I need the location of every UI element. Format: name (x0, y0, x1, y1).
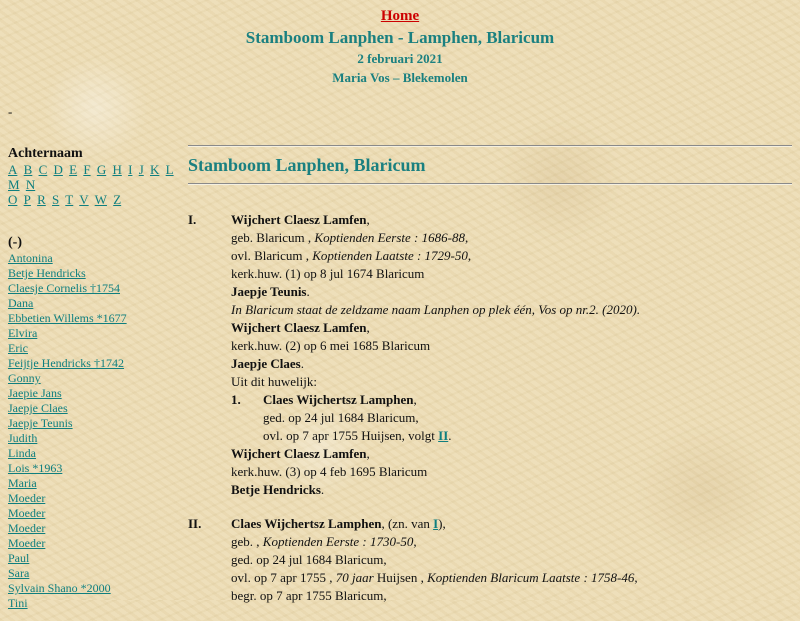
entry-ii: II. Claes Wijchertsz Lamphen, (zn. van I), geb. , Koptienden Eerste : 1730-50, ged. op 24 jul 1684 Blaricum, ovl. op 7 apr 1755 , 70 jaar Huijsen , Koptienden Blaricum Laatste : 1758-46, begr. op 7 apr 1755 Blaricum, (188, 515, 792, 605)
letter-link-b[interactable]: B (23, 162, 33, 177)
letter-link-v[interactable]: V (79, 192, 89, 207)
letter-link-k[interactable]: K (150, 162, 160, 177)
name-link[interactable]: Dana (8, 296, 34, 310)
children-intro: Uit dit huwelijk: (231, 374, 317, 389)
person-name: Wijchert Claesz Lamfen (231, 212, 367, 227)
baptism: ged. op 24 jul 1684 Blaricum, (231, 552, 387, 567)
marriage-2: kerk.huw. (2) op 6 mei 1685 Blaricum (231, 338, 431, 353)
person-name-repeat-2: Wijchert Claesz Lamfen (231, 446, 367, 461)
death-place: Huijsen , (373, 570, 428, 585)
site-title: Stamboom Lanphen - Lamphen, Blaricum (245, 28, 555, 47)
child-number: 1. (231, 392, 241, 407)
name-link[interactable]: Moeder (8, 521, 46, 535)
letter-link-d[interactable]: D (53, 162, 63, 177)
person-name-repeat: Wijchert Claesz Lamfen (231, 320, 367, 335)
letter-link-n[interactable]: N (25, 177, 36, 192)
name-link[interactable]: Sara (8, 566, 30, 580)
name-link[interactable]: Jaepje Teunis (8, 416, 73, 430)
person-name: Claes Wijchertsz Lamphen (231, 516, 382, 531)
name-link[interactable]: Claesje Cornelis †1754 (8, 281, 120, 295)
letter-row-1 (8, 162, 178, 192)
letter-link-o[interactable]: O (8, 192, 18, 207)
parent-link[interactable]: I (433, 516, 439, 531)
top-rule (188, 145, 792, 147)
name-link[interactable]: Sylvain Shano *2000 (8, 581, 111, 595)
letter-link-c[interactable]: C (38, 162, 48, 177)
birth-source: Koptienden Eerste : 1730-50 (262, 534, 414, 549)
home-link[interactable]: Home (380, 8, 420, 24)
child-item: 1. Claes Wijchertsz Lamphen, ged. op 24 jul 1684 Blaricum, ovl. op 7 apr 1755 Huijsen, volgt II. (231, 391, 792, 445)
death-place: ovl. Blaricum , (231, 248, 313, 263)
death-age: 70 jaar (335, 570, 374, 585)
name-link[interactable]: Judith (8, 431, 38, 445)
entry-number: I. (188, 212, 197, 227)
letter-link-f[interactable]: F (83, 162, 91, 177)
entry-number: II. (188, 516, 202, 531)
letter-link-e[interactable]: E (69, 162, 78, 177)
letter-link-i[interactable]: I (128, 162, 133, 177)
letter-link-l[interactable]: L (165, 162, 174, 177)
name-link[interactable]: Paul (8, 551, 30, 565)
name-link[interactable]: Jaepje Claes (8, 401, 68, 415)
separator-dash: - (8, 104, 13, 119)
surname-heading: Achternaam (8, 146, 83, 161)
name-link[interactable]: Jaepie Jans (8, 386, 62, 400)
letter-link-h[interactable]: H (112, 162, 122, 177)
names-heading: (-) (8, 235, 22, 250)
note: In Blaricum staat de zeldzame naam Lanphen op plek één, Vos op nr.2. (2020). (231, 302, 641, 317)
name-link[interactable]: Maria (8, 476, 37, 490)
name-link[interactable]: Feijtje Hendricks †1742 (8, 356, 124, 370)
letter-link-g[interactable]: G (96, 162, 107, 177)
marriage-1: kerk.huw. (1) op 8 jul 1674 Blaricum (231, 266, 425, 281)
letter-index (8, 162, 178, 207)
site-author: Maria Vos – Blekemolen (332, 70, 468, 85)
name-link[interactable]: Ebbetien Willems *1677 (8, 311, 127, 325)
letter-row-2 (8, 192, 178, 207)
name-link[interactable]: Linda (8, 446, 36, 460)
spouse-3: Betje Hendricks (231, 482, 321, 497)
birth-source: Koptienden Eerste : 1686-88 (314, 230, 465, 245)
parent-ref-end: ), (438, 516, 446, 531)
letter-link-m[interactable]: M (8, 177, 20, 192)
birth-place: geb. Blaricum , (231, 230, 315, 245)
name-link[interactable]: Moeder (8, 506, 46, 520)
name-link[interactable]: Moeder (8, 536, 46, 550)
name-link[interactable]: Tini (8, 596, 28, 610)
letter-link-p[interactable]: P (23, 192, 31, 207)
spouse-2: Jaepje Claes (231, 356, 301, 371)
parent-ref-text: , (zn. van (381, 516, 434, 531)
name-link[interactable]: Gonny (8, 371, 41, 385)
sidebar (8, 146, 178, 611)
name-link[interactable]: Lois *1963 (8, 461, 63, 475)
spouse-1: Jaepje Teunis (231, 284, 307, 299)
names-list (8, 251, 178, 611)
name-link[interactable]: Elvira (8, 326, 38, 340)
bottom-rule (188, 183, 792, 185)
birth-place: geb. , (231, 534, 263, 549)
name-link[interactable]: Moeder (8, 491, 46, 505)
main-content (188, 145, 792, 621)
entry-i: I. Wijchert Claesz Lamfen, geb. Blaricum , Koptienden Eerste : 1686-88, ovl. Blaricum , Koptienden Laatste : 1729-50, kerk.huw. (1) op 8 jul 1674 Blaricum Jaepje Teunis. In Blaricum staat de zeldzame naam Lanphen op plek één, Vos op nr.2. (2020). Wijchert Claesz Lamfen, kerk.huw. (2) op 6 mei 1685 Blaricum Jaepje Claes. Uit dit huwelijk: 1. Claes Wijchertsz Lamphen, ged. op 24 jul 1684 Blaricum, ovl. op 7 apr 1755 Huijsen, volgt II. Wijchert Claesz Lamfen, kerk.huw. (3) op 4 feb 1695 Blaricum Betje Hendricks. (188, 211, 792, 499)
name-link[interactable]: Betje Hendricks (8, 266, 86, 280)
name-link[interactable]: Eric (8, 341, 28, 355)
name-link[interactable]: Antonina (8, 251, 53, 265)
letter-link-z[interactable]: Z (113, 192, 122, 207)
letter-link-j[interactable]: J (138, 162, 144, 177)
genealogy-entries (188, 211, 792, 605)
child-death: ovl. op 7 apr 1755 Huijsen, volgt (263, 428, 439, 443)
death-source: Koptienden Blaricum Laatste : 1758-46 (427, 570, 635, 585)
letter-link-a[interactable]: A (8, 162, 18, 177)
site-date: 2 februari 2021 (357, 51, 443, 66)
child-name: Claes Wijchertsz Lamphen (263, 392, 414, 407)
page-header (0, 8, 800, 86)
letter-link-r[interactable]: R (37, 192, 46, 207)
child-link[interactable]: II (438, 428, 449, 443)
letter-link-t[interactable]: T (65, 192, 74, 207)
death-date: ovl. op 7 apr 1755 , (231, 570, 336, 585)
death-source: Koptienden Laatste : 1729-50 (312, 248, 468, 263)
letter-link-s[interactable]: S (52, 192, 60, 207)
main-title: Stamboom Lanphen, Blaricum (188, 155, 426, 175)
burial: begr. op 7 apr 1755 Blaricum, (231, 588, 387, 603)
marriage-3: kerk.huw. (3) op 4 feb 1695 Blaricum (231, 464, 428, 479)
letter-link-w[interactable]: W (94, 192, 107, 207)
child-baptism: ged. op 24 jul 1684 Blaricum, (263, 410, 419, 425)
